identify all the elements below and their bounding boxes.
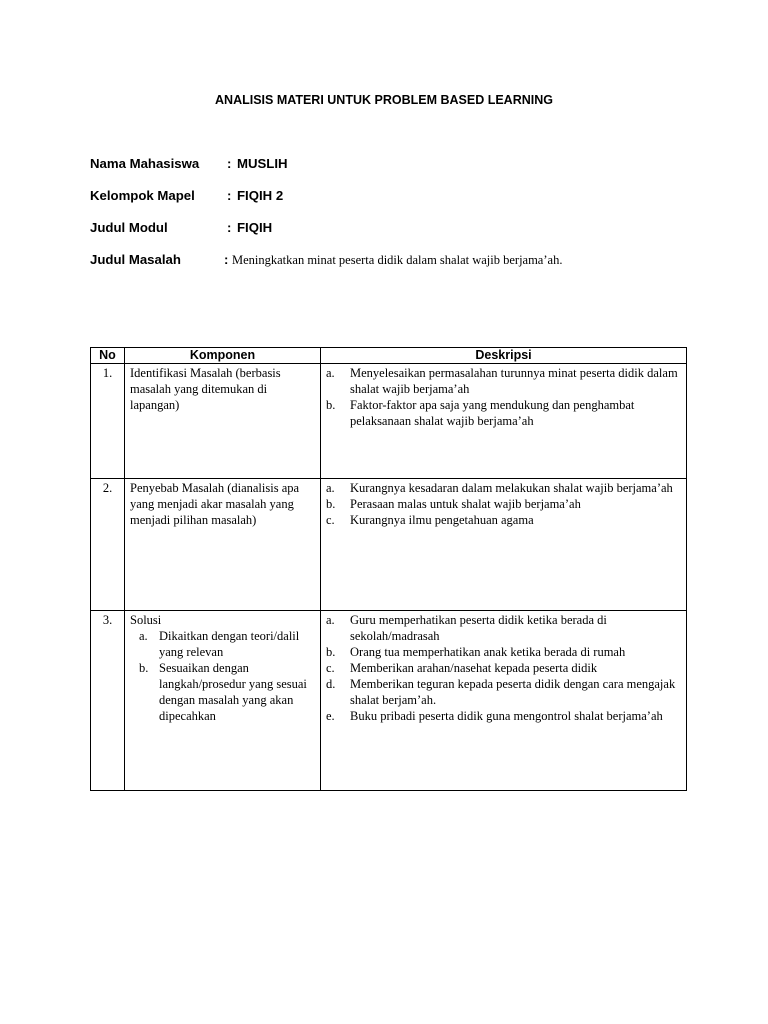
komponen-text: Solusi [130, 613, 162, 627]
list-text: Dikaitkan dengan teori/dalil yang relevan [159, 629, 300, 659]
komponen-sub-list [130, 628, 315, 724]
list-marker: b. [326, 497, 336, 511]
list-text: Kurangnya kesadaran dalam melakukan shalat wajib berjama’ah [350, 481, 673, 495]
list-marker: e. [326, 709, 335, 723]
table-row [91, 364, 687, 479]
list-item [326, 660, 681, 676]
info-colon: : [227, 156, 232, 171]
info-value: FIQIH [237, 220, 273, 235]
info-colon: : [227, 188, 232, 203]
row-number: 1. [91, 364, 125, 479]
info-colon: : [224, 252, 229, 267]
info-label: Nama Mahasiswa [90, 156, 200, 171]
list-text: Faktor-faktor apa saja yang mendukung dan penghambat pelaksanaan shalat wajib berjama’ah [350, 398, 635, 428]
komponen-cell: Identifikasi Masalah (berbasis masalah yang ditemukan di lapangan) [125, 364, 321, 479]
list-marker: a. [326, 613, 335, 627]
list-text: Memberikan arahan/nasehat kepada peserta didik [350, 661, 598, 675]
list-marker: a. [326, 481, 335, 495]
list-marker: b. [139, 661, 149, 675]
list-item [139, 628, 315, 660]
list-marker: b. [326, 398, 336, 412]
list-item [326, 512, 681, 528]
deskripsi-list [326, 480, 681, 528]
info-label: Kelompok Mapel [90, 188, 195, 203]
list-item [326, 365, 681, 397]
list-text: Perasaan malas untuk shalat wajib berjama’ah [350, 497, 581, 511]
row-number: 2. [91, 479, 125, 611]
list-text: Orang tua memperhatikan anak ketika berada di rumah [350, 645, 626, 659]
list-marker: d. [326, 677, 336, 691]
list-text: Kurangnya ilmu pengetahuan agama [350, 513, 534, 527]
info-label: Judul Masalah [90, 252, 181, 267]
header-deskripsi: Deskripsi [321, 348, 687, 364]
header-no: No [91, 348, 125, 364]
table-row [91, 479, 687, 611]
list-item [139, 660, 315, 724]
list-item [326, 480, 681, 496]
list-item [326, 612, 681, 644]
deskripsi-list [326, 365, 681, 429]
info-value: MUSLIH [237, 156, 288, 171]
list-item [326, 397, 681, 429]
deskripsi-cell [321, 611, 687, 791]
info-value: FIQIH 2 [237, 188, 284, 203]
deskripsi-cell [321, 364, 687, 479]
list-text: Menyelesaikan permasalahan turunnya minat peserta didik dalam shalat wajib berjama’ah [350, 366, 678, 396]
deskripsi-cell [321, 479, 687, 611]
table-header-row [91, 348, 687, 364]
komponen-cell: Penyebab Masalah (dianalisis apa yang menjadi akar masalah yang menjadi pilihan masalah) [125, 479, 321, 611]
list-marker: c. [326, 661, 335, 675]
info-label: Judul Modul [90, 220, 168, 235]
deskripsi-list [326, 612, 681, 724]
list-item [326, 708, 681, 724]
document-title: ANALISIS MATERI UNTUK PROBLEM BASED LEARNING [215, 93, 553, 107]
list-text: Buku pribadi peserta didik guna mengontrol shalat berjama’ah [350, 709, 663, 723]
list-text: Guru memperhatikan peserta didik ketika berada di sekolah/madrasah [350, 613, 607, 643]
list-marker: c. [326, 513, 335, 527]
komponen-cell [125, 611, 321, 791]
list-marker: a. [326, 366, 335, 380]
row-number: 3. [91, 611, 125, 791]
list-item [326, 644, 681, 660]
list-text: Memberikan teguran kepada peserta didik dengan cara mengajak shalat berjam’ah. [350, 677, 676, 707]
list-item [326, 676, 681, 708]
list-item [326, 496, 681, 512]
list-marker: a. [139, 629, 148, 643]
header-komponen: Komponen [125, 348, 321, 364]
analysis-table [90, 347, 687, 791]
list-text: Sesuaikan dengan langkah/prosedur yang sesuai dengan masalah yang akan dipecahkan [159, 661, 307, 723]
info-value: Meningkatkan minat peserta didik dalam shalat wajib berjama’ah. [232, 253, 563, 267]
info-colon: : [227, 220, 232, 235]
list-marker: b. [326, 645, 336, 659]
table-row [91, 611, 687, 791]
